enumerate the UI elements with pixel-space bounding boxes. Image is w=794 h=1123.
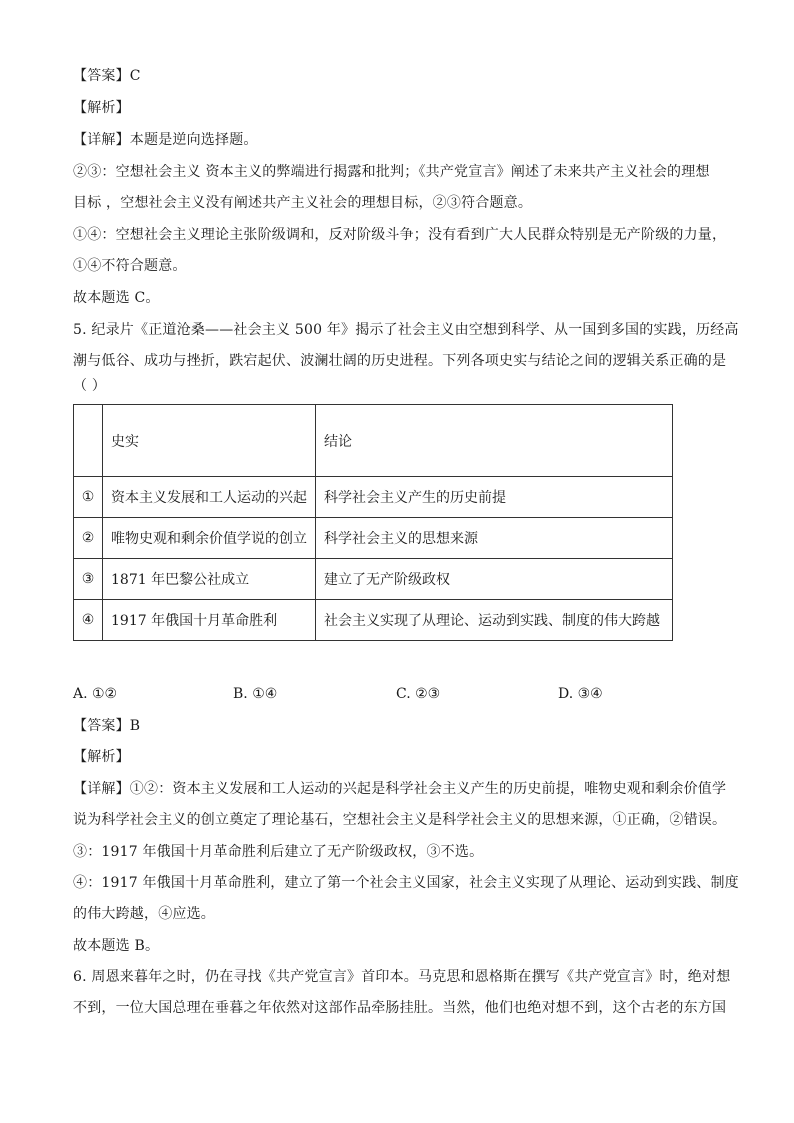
option-d: D. ③④ [558,686,603,702]
row-fact: 1917 年俄国十月革命胜利 [103,600,316,641]
q6-stem-line-2: 不到，一位大国总理在垂暮之年依然对这部作品牵肠挂肚。当然，他们也绝对想不到，这个古老的东方国 [73,1000,727,1016]
q4-detail: 【详解】本题是逆向选择题。 [73,132,258,148]
table-row [74,600,673,641]
option-a: A. ①② [73,686,118,702]
q5-conclusion: 故本题选 B。 [73,938,160,954]
q5-detail-3-line-2: 的伟大跨越，④应选。 [73,906,215,922]
q5-detail-1-line-2: 说为科学社会主义的创立奠定了理论基石，空想社会主义是科学社会主义的思想来源，①正确，②错误。 [73,812,727,828]
row-fact: 唯物史观和剩余价值学说的创立 [103,518,316,559]
table-header-fact: 史实 [103,405,316,477]
table-header-num [74,405,103,477]
q5-detail-3-line-1: ④：1917 年俄国十月革命胜利，建立了第一个社会主义国家，社会主义实现了从理论、运动到实践、制度 [73,875,739,891]
row-conclusion: 科学社会主义的思想来源 [316,518,673,559]
row-conclusion: 科学社会主义产生的历史前提 [316,477,673,518]
table-row [74,559,673,600]
q5-answer: 【答案】B [73,718,141,734]
q4-paragraph-1-line-1: ②③：空想社会主义 资本主义的弊端进行揭露和批判；《共产党宣言》阐述了未来共产主义社会的理想 [73,164,710,180]
row-fact: 1871 年巴黎公社成立 [103,559,316,600]
q5-table [73,404,673,641]
q4-analysis-label: 【解析】 [73,100,130,116]
row-num: ④ [74,600,103,641]
row-conclusion: 社会主义实现了从理论、运动到实践、制度的伟大跨越 [316,600,673,641]
table-header-row [74,405,673,477]
q4-answer: 【答案】C [73,68,141,84]
table-header-conclusion: 结论 [316,405,673,477]
q5-detail-1-line-1: 【详解】①②：资本主义发展和工人运动的兴起是科学社会主义产生的历史前提，唯物史观和剩余价值学 [73,781,727,797]
row-num: ③ [74,559,103,600]
option-b: B. ①④ [233,686,278,702]
q4-paragraph-2-line-1: ①④：空想社会主义理论主张阶级调和，反对阶级斗争；没有看到广大人民群众特别是无产阶级的力量， [73,227,727,243]
q4-paragraph-1-line-2: 目标 ，空想社会主义没有阐述共产主义社会的理想目标，②③符合题意。 [73,195,533,211]
q4-paragraph-2-line-2: ①④不符合题意。 [73,258,187,274]
row-num: ② [74,518,103,559]
table-row [74,518,673,559]
row-num: ① [74,477,103,518]
q5-stem-line-3: （ ） [73,378,107,394]
q5-stem-line-1: 5. 纪录片《正道沧桑——社会主义 500 年》揭示了社会主义由空想到科学、从一国到多国的实践，历经高 [73,322,739,338]
q4-conclusion: 故本题选 C。 [73,290,160,306]
q5-analysis-label: 【解析】 [73,749,130,765]
table-row [74,477,673,518]
q6-stem-line-1: 6. 周恩来暮年之时，仍在寻找《共产党宣言》首印本。马克思和恩格斯在撰写《共产党宣言》时，绝对想 [73,969,731,985]
row-fact: 资本主义发展和工人运动的兴起 [103,477,316,518]
q5-stem-line-2: 潮与低谷、成功与挫折，跌宕起伏、波澜壮阔的历史进程。下列各项史实与结论之间的逻辑关系正确的是 [73,353,727,369]
option-c: C. ②③ [396,686,441,702]
row-conclusion: 建立了无产阶级政权 [316,559,673,600]
q5-detail-2: ③：1917 年俄国十月革命胜利后建立了无产阶级政权，③不选。 [73,844,484,860]
